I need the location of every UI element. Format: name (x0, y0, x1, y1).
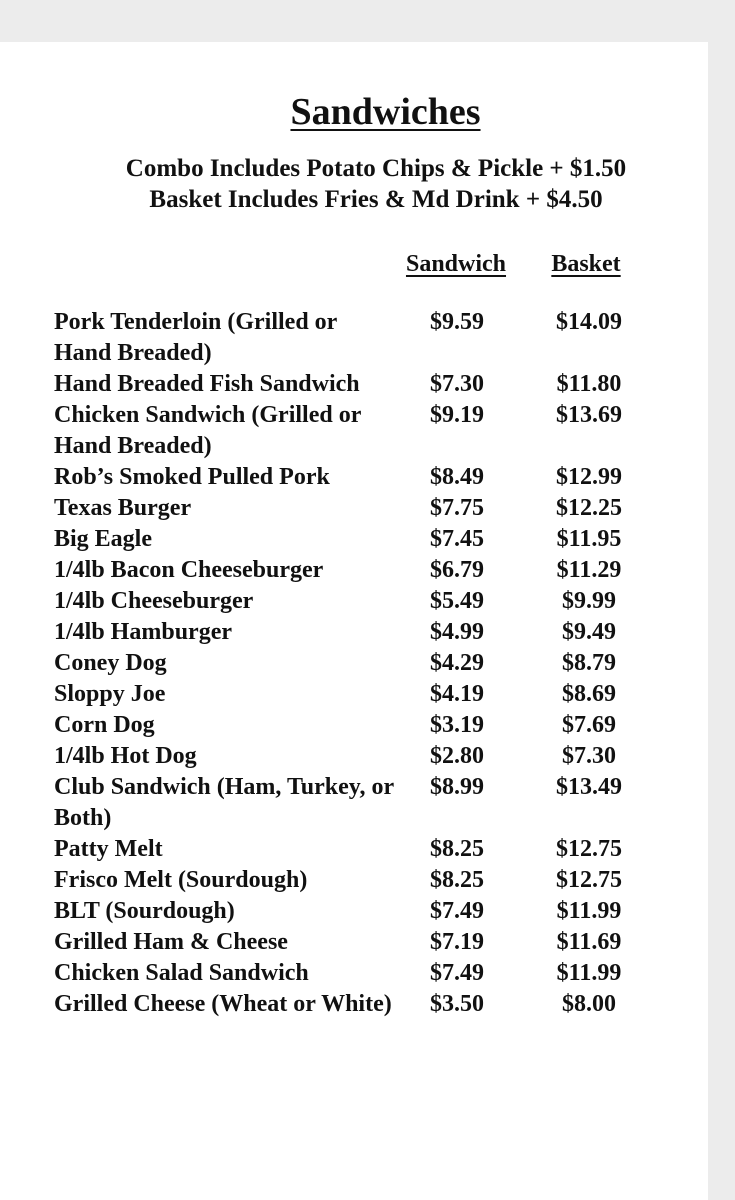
menu-row (54, 741, 654, 772)
menu-row (54, 927, 654, 958)
item-name: 1/4lb Hot Dog (54, 743, 197, 769)
menu-row (54, 307, 654, 369)
item-name: 1/4lb Cheeseburger (54, 588, 254, 614)
basket-price: $13.69 (556, 402, 622, 428)
menu-row (54, 679, 654, 710)
item-name: Pork Tenderloin (Grilled or Hand Breaded) (54, 309, 337, 366)
sandwich-price: $4.99 (430, 619, 484, 645)
item-name: 1/4lb Bacon Cheeseburger (54, 557, 324, 583)
menu-row (54, 710, 654, 741)
sandwich-price: $7.49 (430, 898, 484, 924)
sandwich-price: $5.49 (430, 588, 484, 614)
menu-row (54, 989, 654, 1020)
menu-row (54, 648, 654, 679)
menu-row (54, 524, 654, 555)
sandwich-price: $9.59 (430, 309, 484, 335)
basket-price: $14.09 (556, 309, 622, 335)
sandwich-price: $4.19 (430, 681, 484, 707)
item-name: Grilled Ham & Cheese (54, 929, 288, 955)
item-name: Big Eagle (54, 526, 153, 552)
item-name: Sloppy Joe (54, 681, 166, 707)
item-name: Corn Dog (54, 712, 155, 738)
sandwich-price: $6.79 (430, 557, 484, 583)
menu-page (0, 42, 708, 1200)
sandwich-price: $7.75 (430, 495, 484, 521)
sandwich-price: $9.19 (430, 402, 484, 428)
basket-price: $9.99 (562, 588, 616, 614)
item-name: Chicken Sandwich (Grilled or Hand Breaded) (54, 402, 361, 459)
sandwich-price: $3.19 (430, 712, 484, 738)
item-name: Texas Burger (54, 495, 192, 521)
basket-price: $8.69 (562, 681, 616, 707)
menu-row (54, 400, 654, 462)
basket-price: $9.49 (562, 619, 616, 645)
menu-row (54, 772, 654, 834)
item-name: Frisco Melt (Sourdough) (54, 867, 308, 893)
basket-price: $11.69 (556, 929, 622, 955)
basket-price: $11.29 (556, 557, 622, 583)
menu-row (54, 865, 654, 896)
menu-row (54, 958, 654, 989)
item-name: Club Sandwich (Ham, Turkey, or Both) (54, 774, 394, 831)
menu-row (54, 834, 654, 865)
basket-price: $11.80 (556, 371, 622, 397)
column-header-basket: Basket (551, 251, 621, 277)
combo-note: Combo Includes Potato Chips & Pickle + $1.50 (125, 155, 627, 182)
sandwich-price: $8.25 (430, 836, 484, 862)
sandwich-price: $7.45 (430, 526, 484, 552)
sandwich-price: $7.19 (430, 929, 484, 955)
page-title: Sandwiches (290, 91, 481, 133)
basket-price: $12.25 (556, 495, 622, 521)
item-name: BLT (Sourdough) (54, 898, 235, 924)
sandwich-price: $2.80 (430, 743, 484, 769)
basket-price: $12.75 (556, 836, 622, 862)
menu-row (54, 493, 654, 524)
item-name: Hand Breaded Fish Sandwich (54, 371, 360, 397)
sandwich-price: $8.49 (430, 464, 484, 490)
basket-price: $13.49 (556, 774, 622, 800)
sandwich-price: $8.99 (430, 774, 484, 800)
basket-price: $8.00 (562, 991, 616, 1017)
basket-price: $11.99 (556, 898, 622, 924)
item-name: Coney Dog (54, 650, 167, 676)
menu-row (54, 555, 654, 586)
sandwich-price: $8.25 (430, 867, 484, 893)
sandwich-price: $7.30 (430, 371, 484, 397)
item-name: 1/4lb Hamburger (54, 619, 232, 645)
sandwich-price: $4.29 (430, 650, 484, 676)
menu-row (54, 896, 654, 927)
item-name: Chicken Salad Sandwich (54, 960, 309, 986)
basket-price: $12.75 (556, 867, 622, 893)
basket-price: $7.69 (562, 712, 616, 738)
column-header-sandwich: Sandwich (405, 251, 507, 277)
basket-price: $8.79 (562, 650, 616, 676)
basket-price: $12.99 (556, 464, 622, 490)
menu-row (54, 586, 654, 617)
menu-row (54, 462, 654, 493)
menu-row (54, 617, 654, 648)
sandwich-price: $7.49 (430, 960, 484, 986)
menu-row (54, 369, 654, 400)
item-name: Grilled Cheese (Wheat or White) (54, 991, 392, 1017)
item-name: Patty Melt (54, 836, 163, 862)
basket-note: Basket Includes Fries & Md Drink + $4.50 (149, 186, 603, 213)
sandwich-price: $3.50 (430, 991, 484, 1017)
basket-price: $7.30 (562, 743, 616, 769)
menu-list (54, 307, 654, 1020)
basket-price: $11.95 (556, 526, 622, 552)
basket-price: $11.99 (556, 960, 622, 986)
item-name: Rob’s Smoked Pulled Pork (54, 464, 330, 490)
